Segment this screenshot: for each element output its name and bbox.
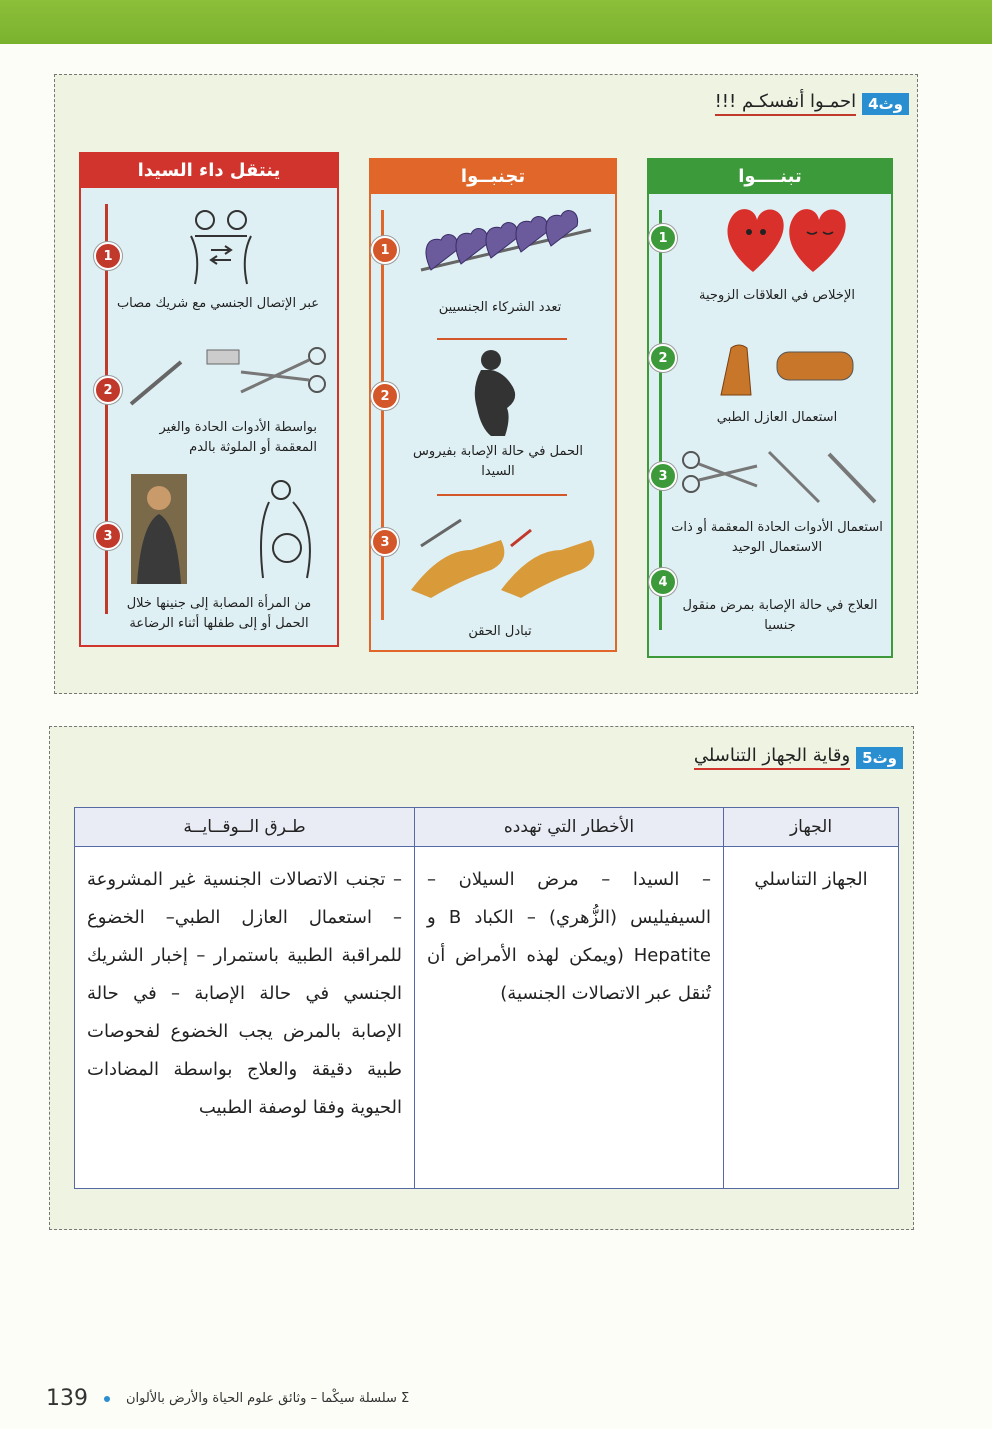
header-prevention: طـرق الــوقــايــة — [75, 808, 415, 847]
section-reproductive-protection — [49, 726, 914, 1230]
item-caption: استعمال العازل الطبي — [716, 410, 838, 425]
item-caption: عبر الإتصال الجنسي مع شريك مصاب — [116, 296, 320, 311]
column-avoid — [369, 158, 617, 652]
item-caption: تعدد الشركاء الجنسيين — [438, 300, 562, 315]
item-caption: استعمال الأدوات الحادة المعقمة أو ذات الاستعمال الوحيد — [671, 520, 883, 555]
pierced-hearts-icon — [411, 210, 601, 290]
section5-header — [694, 745, 903, 770]
item-number: 1 — [371, 236, 399, 264]
page-footer — [46, 1386, 409, 1411]
item-number: 3 — [94, 522, 122, 550]
cell-prevention: – تجنب الاتصالات الجنسية غير المشروعة – استعمال العازل الطبي– الخضوع للمراقبة الطبية باستمرار – إخبار الشريك الجنسي في حالة الإصابة – في حالة الإصابة بالمرض يجب الخضوع لفحوصات طبية دقيقة والعلاج بواسطة المضادات الحيوية وفقا لوصفة الطبيب — [75, 847, 415, 1189]
tools-icon — [679, 446, 879, 510]
column-avoid-title: تجنبــوا — [369, 158, 617, 194]
section4-badge: وث4 — [862, 93, 909, 115]
item-number: 4 — [649, 568, 677, 596]
item-number: 1 — [94, 242, 122, 270]
item-caption: تبادل الحقن — [468, 624, 532, 639]
mother-baby-icon — [131, 474, 187, 584]
section4-header — [715, 91, 909, 116]
hearts-icon — [723, 202, 849, 274]
column-adopt-title: تبنــــوا — [647, 158, 893, 194]
condom-icon — [709, 340, 859, 400]
item-number: 2 — [94, 376, 122, 404]
item-number: 3 — [649, 462, 677, 490]
cell-dangers: – السيدا – مرض السيلان – السيفيليس (الزُّهري) – الكباد B و Hepatite (ويمكن لهذه الأمراض أن تُنقل عبر الاتصالات الجنسية) — [415, 847, 724, 1189]
header-dangers: الأخطار التي تهدده — [415, 808, 724, 847]
item-caption: بواسطة الأدوات الحادة والغير المعقمة أو الملوثة بالدم — [159, 420, 317, 455]
syringe-arms-icon — [401, 510, 611, 600]
item-number: 1 — [649, 224, 677, 252]
section5-title: وقاية الجهاز التناسلي — [694, 745, 850, 770]
pregnant-woman-icon — [461, 348, 531, 438]
table-row — [75, 847, 899, 1189]
top-color-bar — [0, 0, 992, 44]
item-caption: الحمل في حالة الإصابة بفيروس السيدا — [413, 444, 583, 479]
page-number: 139 — [46, 1386, 88, 1411]
section5-badge: وث5 — [856, 747, 903, 769]
sharp-tools-icon — [121, 344, 331, 410]
couple-icon — [181, 206, 261, 286]
section4-title: احمـوا أنفسكـم !!! — [715, 91, 857, 116]
column-transmission — [79, 152, 339, 647]
series-title: Σ سلسلة سيكْما – وثائق علوم الحياة والأرض بالألوان — [126, 1391, 410, 1406]
bullet-dot-icon — [104, 1396, 110, 1402]
pregnant-woman-outline-icon — [247, 478, 327, 582]
item-caption: من المرأة المصابة إلى جنينها خلال الحمل أو إلى طفلها أثناء الرضاعة — [126, 596, 312, 631]
column-transmission-title: ينتقل داء السيدا — [79, 152, 339, 188]
cell-organ: الجهاز التناسلي — [724, 847, 899, 1189]
prevention-table — [74, 807, 899, 1189]
item-number: 2 — [371, 382, 399, 410]
item-number: 2 — [649, 344, 677, 372]
section-protect-yourselves — [54, 74, 918, 694]
item-number: 3 — [371, 528, 399, 556]
header-organ: الجهاز — [724, 808, 899, 847]
item-caption: العلاج في حالة الإصابة بمرض منقول جنسيا — [682, 598, 878, 633]
item-caption: الإخلاص في العلاقات الزوجية — [699, 288, 855, 303]
column-adopt — [647, 158, 893, 658]
